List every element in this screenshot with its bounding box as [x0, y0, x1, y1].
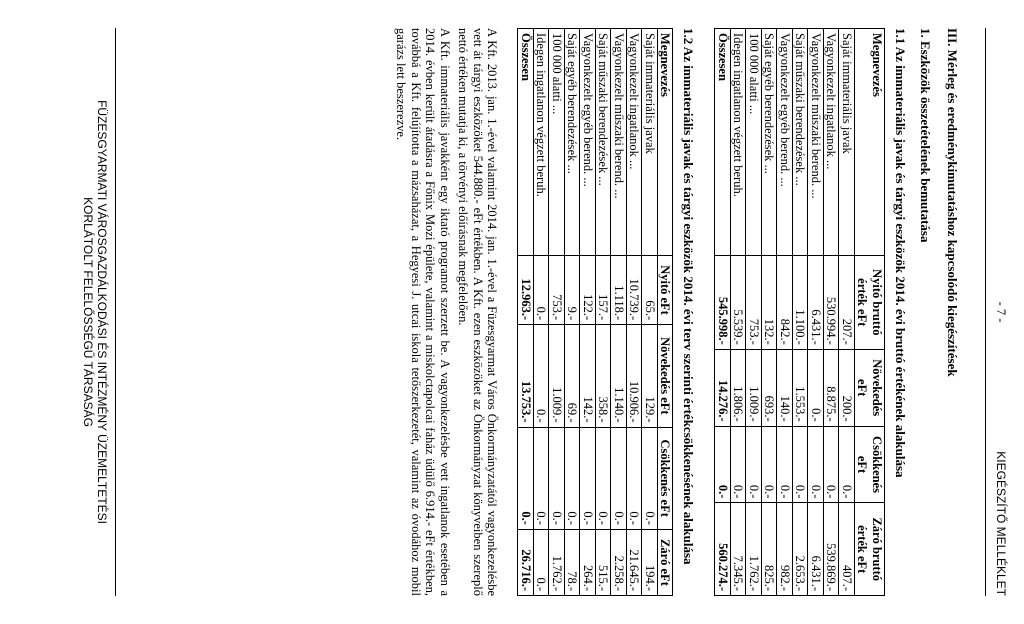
value-cell: 0.-: [715, 426, 731, 503]
value-cell: 982.-: [777, 503, 793, 596]
table-total-row: [715, 29, 731, 596]
table-total-row: [518, 29, 534, 596]
value-cell: 13.753.-: [518, 325, 534, 427]
row-label: Vagyonkezelt műszaki berend. ...: [808, 29, 824, 256]
table1-title: 1.1 Az immateriális javak és tárgyi eszközök 2014. évi bruttó értékének alakulása: [893, 28, 908, 478]
table-row: [611, 29, 627, 596]
value-cell: 5.539.-: [731, 255, 747, 349]
row-label: Idegen ingatlanon végzett beruh.: [534, 29, 550, 256]
row-label: Idegen ingatlanon végzett beruh.: [731, 29, 747, 256]
value-cell: 1.118.-: [611, 255, 627, 324]
row-label: 100 000 alatti ...: [746, 29, 762, 256]
value-cell: 122.-: [580, 255, 596, 324]
row-label: Saját egyéb berendezések ...: [565, 29, 581, 256]
row-label: Vagyonkezelt ingatlanok ...: [627, 29, 643, 256]
annex-title: KIEGÉSZÍTŐ MELLÉKLET: [994, 451, 1008, 596]
column-header: Záró bruttó érték eFt: [855, 503, 885, 596]
value-cell: 0.-: [762, 426, 778, 503]
table-row: [549, 29, 565, 596]
value-cell: 142.-: [580, 325, 596, 427]
table-row: [762, 29, 778, 596]
value-cell: 10.739.-: [627, 255, 643, 324]
value-cell: 9.-: [565, 255, 581, 324]
value-cell: 157.-: [596, 255, 612, 324]
section-title: III. Mérleg és eredménykimutatáshoz kapcsolódó kiegészítések: [945, 28, 960, 377]
row-label: Összesen: [518, 29, 534, 256]
value-cell: 1.806.-: [731, 349, 747, 426]
row-label: Saját műszaki berendezések ...: [596, 29, 612, 256]
value-cell: 358.-: [596, 325, 612, 427]
value-cell: 0.-: [642, 427, 658, 529]
table1-body: [715, 29, 855, 596]
value-cell: 78.-: [565, 529, 581, 595]
table-row: [793, 29, 809, 596]
value-cell: 693.-: [762, 349, 778, 426]
table-row: [777, 29, 793, 596]
table-row: [824, 29, 840, 596]
row-label: Összesen: [715, 29, 731, 256]
value-cell: 264.-: [580, 529, 596, 595]
value-cell: 545.998.-: [715, 255, 731, 349]
value-cell: 825.-: [762, 503, 778, 596]
table2-title: 1.2 Az immateriális javak és tárgyi eszközök 2014. évi terv szerinti értékcsökkenésének alakulása: [681, 28, 697, 565]
table-row: [839, 29, 855, 596]
value-cell: 200.-: [839, 349, 855, 426]
row-label: 100 000 alatti ...: [549, 29, 565, 256]
value-cell: 0.-: [534, 529, 550, 595]
value-cell: 1.140.-: [611, 325, 627, 427]
value-cell: 0.-: [824, 426, 840, 503]
value-cell: 539.869.-: [824, 503, 840, 596]
value-cell: 2.258.-: [611, 529, 627, 595]
table-row: [596, 29, 612, 596]
table-header-row: [855, 29, 885, 596]
footer-line: FÜZESGYARMATI VÁROSGAZDÁLKODÁSI ÉS INTÉZMÉNY ÜZEMELTETÉSI: [95, 100, 109, 524]
value-cell: 6.431.-: [808, 255, 824, 349]
value-cell: 26.716.-: [518, 529, 534, 595]
column-header: Csökkenés eFt: [658, 427, 674, 529]
row-label: Saját immateriális javak: [642, 29, 658, 256]
row-label: Vagyonkezelt egyéb berend. ...: [777, 29, 793, 256]
column-header: Csökkenés eFt: [855, 426, 885, 503]
column-header: Záró eFt: [658, 529, 674, 595]
value-cell: 753.-: [549, 255, 565, 324]
column-header: Megnevezés: [658, 29, 674, 256]
table-header-row: [658, 29, 674, 596]
page-header: [985, 28, 1010, 596]
value-cell: 0.-: [627, 427, 643, 529]
row-label: Saját egyéb berendezések ...: [762, 29, 778, 256]
gross-value-table: [715, 28, 886, 596]
page-footer: [81, 28, 116, 596]
value-cell: 0.-: [596, 427, 612, 529]
value-cell: 753.-: [746, 255, 762, 349]
value-cell: 0.-: [808, 349, 824, 426]
value-cell: 0.-: [839, 426, 855, 503]
value-cell: 407.-: [839, 503, 855, 596]
value-cell: 515.-: [596, 529, 612, 595]
value-cell: 65.-: [642, 255, 658, 324]
value-cell: 0.-: [580, 427, 596, 529]
value-cell: 8.875.-: [824, 349, 840, 426]
value-cell: 560.274.-: [715, 503, 731, 596]
value-cell: 0.-: [565, 427, 581, 529]
value-cell: 12.963.-: [518, 255, 534, 324]
table2-body: [518, 29, 658, 596]
footer-line: KORLÁTOLT FELELŐSSÉGŰ TÁRSASÁG: [81, 197, 95, 427]
value-cell: 0.-: [731, 426, 747, 503]
column-header: Nyitó bruttó érték eFt: [855, 255, 885, 349]
page-number: - 7 -: [994, 301, 1008, 323]
value-cell: 1.100.-: [793, 255, 809, 349]
value-cell: 1.009.-: [746, 349, 762, 426]
value-cell: 0.-: [808, 426, 824, 503]
value-cell: 0.-: [534, 325, 550, 427]
value-cell: 0.-: [793, 426, 809, 503]
table-row: [731, 29, 747, 596]
value-cell: 530.994.-: [824, 255, 840, 349]
value-cell: 0.-: [746, 426, 762, 503]
table-row: [565, 29, 581, 596]
column-header: Megnevezés: [855, 29, 885, 256]
subsection-title: 1. Eszközök összetételének bemutatása: [918, 28, 934, 243]
value-cell: 1.553.-: [793, 349, 809, 426]
value-cell: 21.645.-: [627, 529, 643, 595]
table-row: [534, 29, 550, 596]
table-row: [627, 29, 643, 596]
value-cell: 2.653.-: [793, 503, 809, 596]
table-row: [808, 29, 824, 596]
value-cell: 14.276.-: [715, 349, 731, 426]
table-row: [580, 29, 596, 596]
row-label: Vagyonkezelt ingatlanok ...: [824, 29, 840, 256]
paragraph: A Kft. 2013. jan. 1.-ével valamint 2014. jan. 1.-ével a Füzesgyarmat Város Önkormányzatától vagyonkezelésbe vett át tárgyi eszközöket 544.880.- eFt értékben. A Kft. ezen eszközöket az Önkormányzat könyveiben szereplő nettó értéken mutatja ki, a törvényi előírásnak megfelelően.: [456, 28, 500, 596]
value-cell: 7.345.-: [731, 503, 747, 596]
value-cell: 0.-: [777, 426, 793, 503]
column-header: Növekedés eFt: [855, 349, 885, 426]
value-cell: 6.431.-: [808, 503, 824, 596]
table-row: [642, 29, 658, 596]
value-cell: 0.-: [518, 427, 534, 529]
column-header: Növekedés eFt: [658, 325, 674, 427]
column-header: Nyitó eFt: [658, 255, 674, 324]
row-label: Vagyonkezelt egyéb berend. ...: [580, 29, 596, 256]
value-cell: 842.-: [777, 255, 793, 349]
value-cell: 10.906.-: [627, 325, 643, 427]
table-row: [746, 29, 762, 596]
value-cell: 1.762.-: [549, 529, 565, 595]
row-label: Saját műszaki berendezések ...: [793, 29, 809, 256]
value-cell: 1.009.-: [549, 325, 565, 427]
value-cell: 132.-: [762, 255, 778, 349]
value-cell: 0.-: [549, 427, 565, 529]
value-cell: 0.-: [611, 427, 627, 529]
value-cell: 0.-: [534, 427, 550, 529]
value-cell: 69.-: [565, 325, 581, 427]
paragraph: A Kft. immateriális javakként egy iktató programot szerzett be. A vagyonkezelésbe vett ingatlanok esetében a 2014. évben került átadásra a Főnix Mozi épülete, valamint a miskolctapolcai faház üdülő 6.914.- eFt értékben, továbbá a Kft. felújította a mázsaházat, a Hegyesi J. utcai iskola tetőszerkezetét, valamint az óvodához mobil garázs lett beszerezve.: [394, 28, 452, 596]
depreciation-table: [518, 28, 674, 596]
value-cell: 129.-: [642, 325, 658, 427]
value-cell: 1.762.-: [746, 503, 762, 596]
value-cell: 140.-: [777, 349, 793, 426]
value-cell: 194.-: [642, 529, 658, 595]
row-label: Vagyonkezelt műszaki berend. ...: [611, 29, 627, 256]
row-label: Saját immateriális javak: [839, 29, 855, 256]
value-cell: 207.-: [839, 255, 855, 349]
value-cell: 0.-: [534, 255, 550, 324]
